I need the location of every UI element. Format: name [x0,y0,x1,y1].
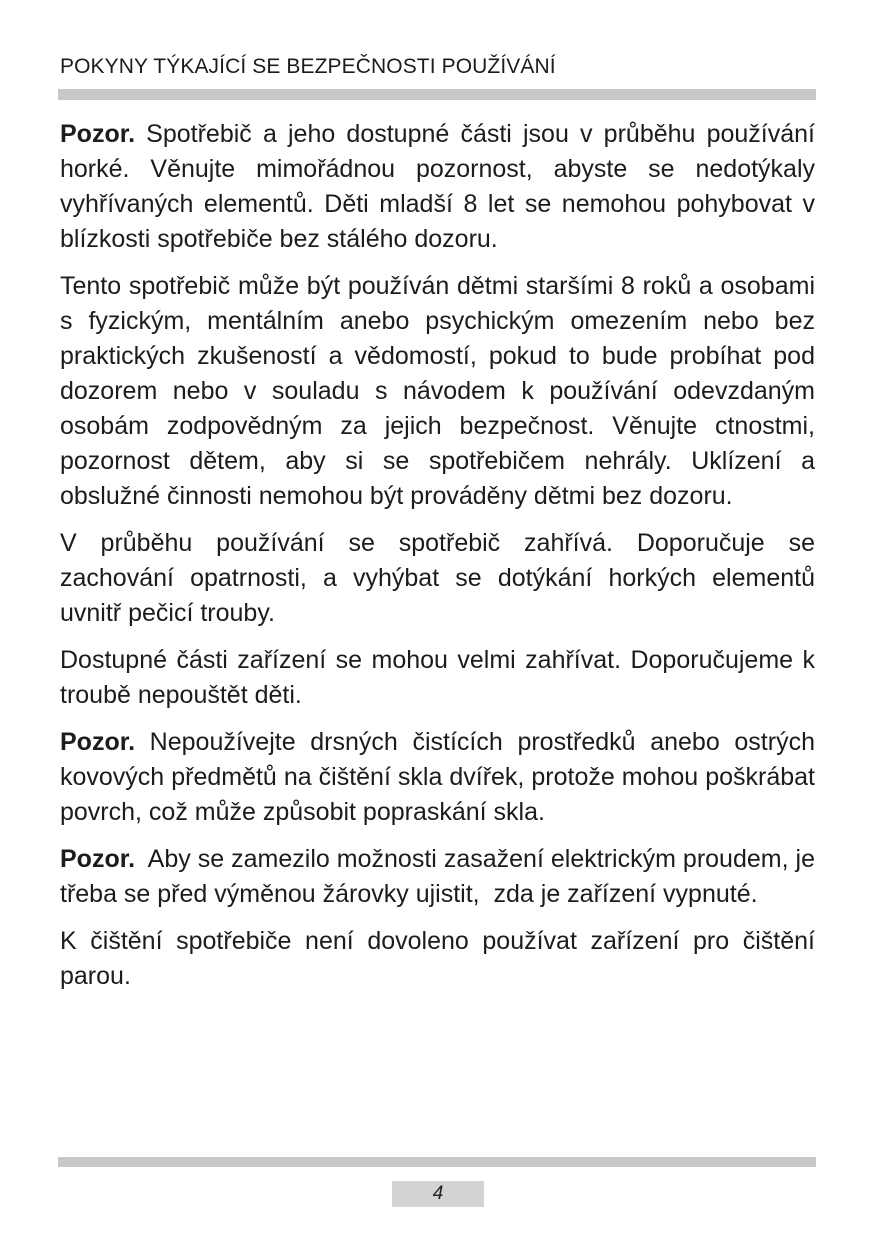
paragraph [60,725,815,830]
paragraph-text: V průběhu používání se spotřebič zahřívá. Doporučuje se zachování opatrnosti, a vyhýbat se dotýkání horkých elementů uvnitř pečicí trouby. [60,529,815,627]
paragraph-text: K čištění spotřebiče není dovoleno používat zařízení pro čištění parou. [60,927,815,990]
paragraph-text: Aby se zamezilo možnosti zasažení elektrickým proudem, je třeba se před výměnou žárovky ujistit, zda je zařízení vypnuté. [60,845,822,908]
paragraph [60,924,815,994]
paragraph [60,643,815,713]
document-body [60,117,822,1006]
paragraph [60,842,822,912]
paragraph-lead: Pozor. [60,120,136,148]
paragraph [60,269,815,514]
footer-divider [58,1157,816,1167]
paragraph-lead: Pozor. [60,845,136,873]
paragraph-lead: Pozor. [60,728,136,756]
paragraph-text: Tento spotřebič může být používán dětmi staršími 8 roků a osobami s fyzickým, mentálním anebo psychickým omezením nebo bez praktických zkušeností a vědomostí, pokud to bude probíhat pod dozorem nebo v souladu s návodem k používání odevzdaným osobám zodpovědným za jejich bezpečnost. Věnujte ctnostmi, pozornost dětem, aby si se spotřebičem nehrály. Uklízení a obslužné činnosti nemohou být prováděny dětmi bez dozoru. [60,272,815,510]
paragraph-text: Dostupné části zařízení se mohou velmi zahřívat. Doporučujeme k troubě nepouštět děti. [60,646,815,709]
paragraph-text: Spotřebič a jeho dostupné části jsou v průběhu používání horké. Věnujte mimořádnou pozornost, abyste se nedotýkaly vyhřívaných elementů. Děti mladší 8 let se nemohou pohybovat v blízkosti spotřebiče bez stálého dozoru. [60,120,815,253]
paragraph-text: Nepoužívejte drsných čistících prostředků anebo ostrých kovových předmětů na čištění skla dvířek, protože mohou poškrábat povrch, což může způsobit popraskání skla. [60,728,815,826]
page-number: 4 [392,1181,484,1207]
header-divider [58,89,816,100]
paragraph [60,526,815,631]
page-title: POKYNY TÝKAJÍCÍ SE BEZPEČNOSTI POUŽÍVÁNÍ [60,55,556,78]
paragraph [60,117,815,257]
